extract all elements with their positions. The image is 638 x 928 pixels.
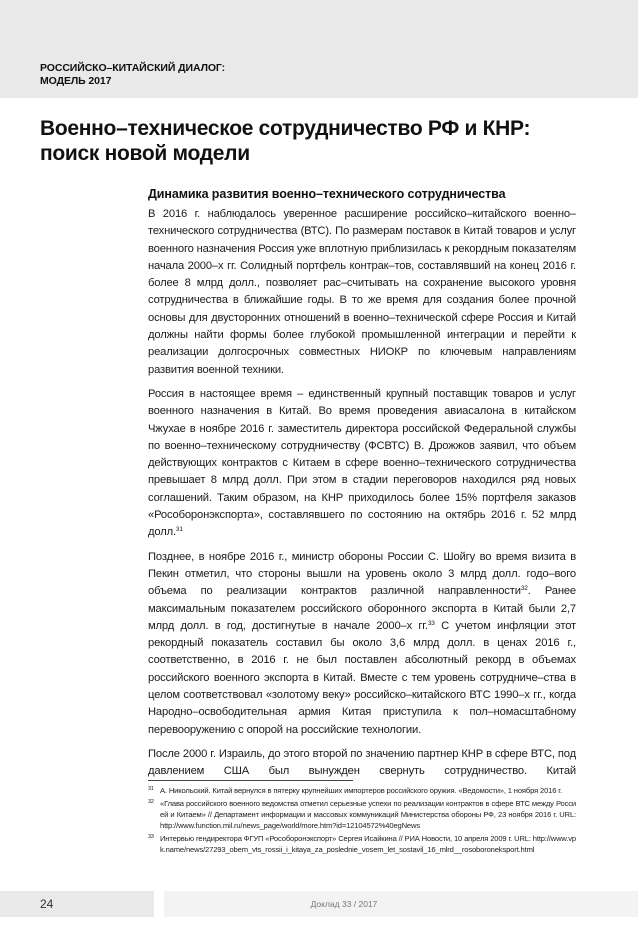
page-title-line-1: Военно–техническое сотрудничество РФ и КНР: [40, 117, 531, 140]
section-label-line-2: МОДЕЛЬ 2017 [40, 75, 112, 87]
section-subheading: Динамика развития военно–технического сотрудничества [148, 187, 506, 201]
page-title-line-2: поиск новой модели [40, 142, 250, 165]
footnote-ref-32[interactable]: 32 [520, 585, 528, 593]
paragraph-2-text: Россия в настоящее время – единственный крупный поставщик товаров и услуг военного назначения в Китай. Во время проведения авиасалона в китайском Чжухае в ноябре 2016 г. заместитель директора российской Федеральной службы по военно–техническому сотрудничеству (ФСВТС) В. Дрожжов заявил, что объем действующих контрактов с Китаем в сфере военно–технического сотрудничества превышает 8 млрд долл. При этом в стадии переговоров находился ряд новых соглашений. Таким образом, на КНР приходилось более 15% портфеля заказов «Рособоронэкспорта», составлявшего по состоянию на октябрь 2016 г. 52 млрд долл. [148, 387, 576, 539]
paragraph-1 [148, 206, 576, 379]
footnote-ref-31[interactable]: 31 [175, 526, 183, 534]
section-label [40, 62, 225, 88]
paragraph-4-text: После 2000 г. Израиль, до этого второй по значению партнер КНР в сфере ВТС, под давлением США был вынужден свернуть сотрудничество. Китай [148, 747, 576, 778]
footnote-number: 32 [148, 799, 154, 805]
section-label-line-1: РОССИЙСКО–КИТАЙСКИЙ ДИАЛОГ: [40, 62, 226, 74]
footnote-number: 33 [148, 834, 154, 840]
paragraph-3-text-b: . Ранее максимальным показателем российского оборонного экспорта в Китай были 2,7 млрд долл. в год, достигнутые в начале 2000–х гг. [148, 585, 577, 632]
footnote-number: 31 [148, 786, 154, 792]
paragraph-3-text-c: С учетом инфляции этот рекордный показатель составил бы около 3,6 млрд долл. в ценах 2016 г., соответственно, в 2016 г. не был поставлен абсолютный рекорд в объемах российского военного экспорта в Китай. Вместе с тем уровень сотрудниче–ства в целом соответствовал «золотому веку» российско–китайского ВТС 1990–х гг., когда Народно–освободительная армия Китая приступила к пол–номасштабному перевооружению с опорой на российские технологии. [148, 619, 577, 736]
footnote-33 [148, 833, 576, 855]
paragraph-3 [148, 549, 576, 739]
footnote-text[interactable]: Интервью гендиректора ФГУП «Рособоронэкспорт» Сергея Исайкина // РИА Новости, 10 апреля 2009 г. URL: http://www.vpk.name/news/27293_obem_vts_rossii_i_kitaya_za_poslednie_vosem_let_sostavil_16_mlrd__rosoboroneksport.html [160, 834, 576, 854]
paragraph-3-text-a: Позднее, в ноябре 2016 г., министр обороны России С. Шойгу во время визита в Пекин отметил, что стороны вышли на уровень около 3 млрд долл. годо–вого объема по реализации контрактов различной направленности [148, 550, 576, 598]
footnote-ref-33[interactable]: 33 [427, 619, 435, 627]
footnote-text: А. Никольский. Китай вернулся в пятерку крупнейших импортеров российского оружия. «Ведомости», 1 ноября 2016 г. [160, 786, 562, 795]
footnote-divider [148, 780, 353, 781]
footnotes [148, 785, 576, 857]
footer-band-left [0, 891, 154, 917]
footnote-text[interactable]: «Глава российского военного ведомства отметил серьезные успехи по реализации контрактов в сфере ВТС между Россией и Китаем» // Департамент информации и массовых коммуникаций Министерства обороны РФ, 23 ноября 2016 г. URL: http://www.function.mil.ru/news_page/world/more.htm?id=12104572%40egNews [160, 799, 576, 830]
paragraph-1-text: В 2016 г. наблюдалось уверенное расширение российско–китайского военно–технического сотрудничества (ВТС). По размерам поставок в Китай товаров и услуг военного назначения Россия уже вплотную приблизилась к рекордным показателям начала 2000–х гг. Солидный портфель контрак–тов, составлявший на конец 2016 г. более 8 млрд долл., позволяет рас–считывать на сохранение высокого уровня сотрудничества в ближайшие годы. В то же время для создания более прочной основы для двусторонних отношений в военно–технической сфере Россия и Китай должны найти формы более глубокой промышленной интеграции и перейти к реализации долгосрочных совместных НИОКР по ключевым направлениям развития военной техники. [148, 208, 576, 376]
article-body [148, 186, 576, 788]
paragraph-2 [148, 386, 576, 542]
footnote-31 [148, 785, 576, 796]
page-title [40, 116, 600, 166]
page-number: 24 [40, 897, 54, 911]
running-footer-title: Доклад 33 / 2017 [310, 899, 378, 909]
footnote-32 [148, 798, 576, 831]
paragraph-4 [148, 746, 576, 781]
